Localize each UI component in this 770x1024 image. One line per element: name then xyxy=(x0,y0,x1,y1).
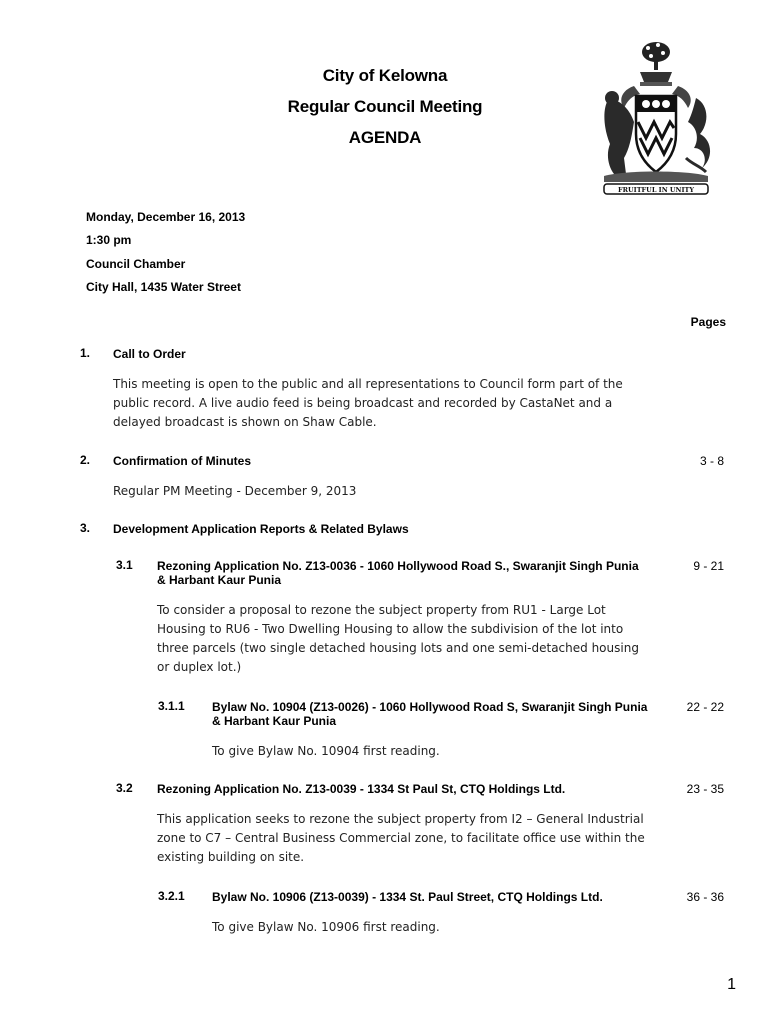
item-number: 1. xyxy=(80,346,91,360)
crest-motto: FRUITFUL IN UNITY xyxy=(617,186,695,194)
item-title: Rezoning Application No. Z13-0039 - 1334 St Paul St, CTQ Holdings Ltd. xyxy=(157,782,566,796)
item-number: 3.2.1 xyxy=(158,889,185,903)
item-title: Bylaw No. 10906 (Z13-0039) - 1334 St. Paul Street, CTQ Holdings Ltd. xyxy=(212,890,603,904)
meeting-location: Council Chamber xyxy=(86,256,186,271)
item-pages: 23 - 35 xyxy=(686,782,724,796)
item-number: 3.1.1 xyxy=(158,699,185,713)
item-title: Confirmation of Minutes xyxy=(113,454,251,468)
item-number: 3. xyxy=(80,521,91,535)
page-number: 1 xyxy=(727,976,736,993)
item-description: To consider a proposal to rezone the subject property from RU1 - Large Lot Housing to RU6 - Two Dwelling Housing to allow the subdivision of the lot into three parcels (two single detached housing lots and one semi-detached housing or duplex lot.) xyxy=(157,603,639,674)
item-description: This application seeks to rezone the subject property from I2 – General Industrial zone to C7 – Central Business Commercial zone, to facilitate office use within the existing building on site. xyxy=(157,812,645,864)
item-description: This meeting is open to the public and all representations to Council form part of the public record. A live audio feed is being broadcast and recorded by CastaNet and a delayed broadcast is shown on Shaw Cable. xyxy=(113,377,623,429)
meeting-details xyxy=(86,206,245,299)
item-pages: 3 - 8 xyxy=(699,454,724,468)
item-pages: 9 - 21 xyxy=(693,559,724,573)
item-description: To give Bylaw No. 10906 first reading. xyxy=(212,920,440,934)
meeting-date: Monday, December 16, 2013 xyxy=(86,210,246,224)
item-pages: 22 - 22 xyxy=(686,700,724,714)
meeting-time: 1:30 pm xyxy=(86,233,132,248)
title-block xyxy=(240,60,530,153)
item-number: 2. xyxy=(80,453,91,467)
item-title: Call to Order xyxy=(113,347,186,361)
city-title: City of Kelowna xyxy=(322,66,448,85)
meeting-address: City Hall, 1435 Water Street xyxy=(86,279,241,294)
coat-of-arms-icon xyxy=(596,38,716,198)
pages-column-header: Pages xyxy=(690,315,726,329)
item-number: 3.2 xyxy=(116,781,133,795)
item-title: Rezoning Application No. Z13-0036 - 1060 Hollywood Road S., Swaranjit Singh Punia & Harbant Kaur Punia xyxy=(157,559,639,587)
item-description: To give Bylaw No. 10904 first reading. xyxy=(212,744,440,758)
item-pages: 36 - 36 xyxy=(686,890,724,904)
item-title: Development Application Reports & Related Bylaws xyxy=(113,522,409,536)
item-title: Bylaw No. 10904 (Z13-0026) - 1060 Hollywood Road S, Swaranjit Singh Punia & Harbant Kaur Punia xyxy=(212,700,648,728)
item-description: Regular PM Meeting - December 9, 2013 xyxy=(113,484,357,498)
agenda-title: AGENDA xyxy=(348,128,422,147)
item-number: 3.1 xyxy=(116,558,133,572)
meeting-title: Regular Council Meeting xyxy=(287,97,483,116)
